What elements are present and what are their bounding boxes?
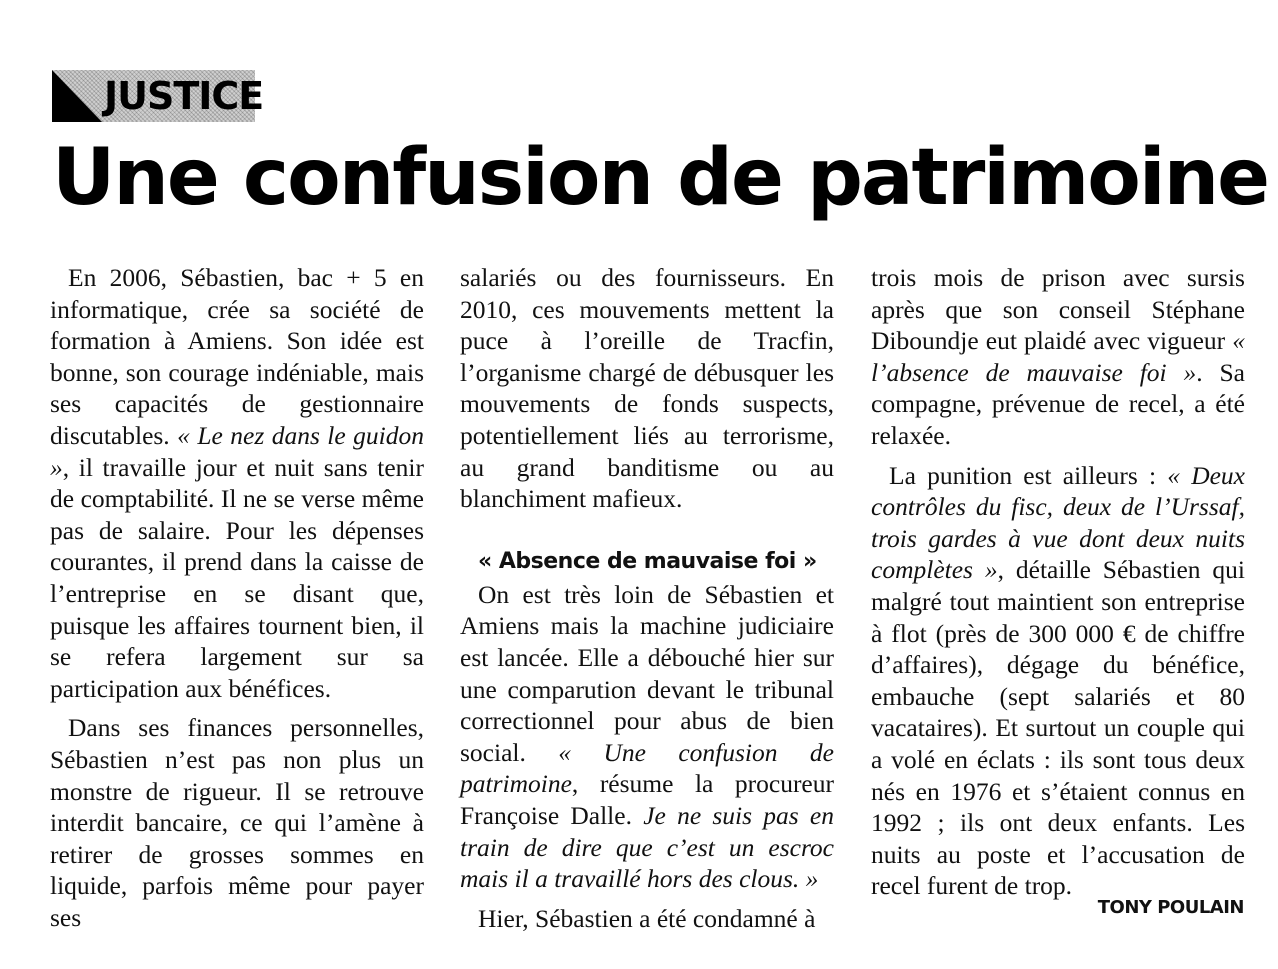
author-byline: TONY POULAIN [1097, 897, 1244, 918]
kicker-triangle-icon [52, 70, 102, 122]
paragraph: Dans ses finances personnelles, Sébastien n’est pas non plus un monstre de rigueur. Il se retrouve interdit bancaire, ce qui l’amène à retirer de grosses sommes en liquide, parfois même pour payer ses [50, 713, 424, 932]
quote: Je ne suis pas en train de dire que c’est un escroc mais il a travaillé hors des clous. » [460, 800, 834, 894]
quote: « Deux contrôles du fisc, deux de l’Urssaf, trois gardes à vue dont deux nuits complètes » [871, 460, 1245, 585]
section-kicker [52, 70, 264, 122]
paragraph: En 2006, Sébastien, bac + 5 en informatique, crée sa société de formation à Amiens. Son idée est bonne, son courage indéniable, mais ses capacités de gestionnaire discutables. « Le nez dans le guidon », il travaille jour et nuit sans tenir de comptabilité. Il ne se verse même pas de salaire. Pour les dépenses courantes, il prend dans la caisse de l’entreprise en se disant que, puisque les affaires tournent bien, il se refera largement sur sa participation aux bénéfices. [50, 263, 424, 703]
article-column-1 [50, 262, 424, 933]
article-column-3 [871, 262, 1245, 902]
paragraph: On est très loin de Sébastien et Amiens mais la machine judiciaire est lancée. Elle a débouché hier sur une comparution devant le tribunal correctionnel pour abus de bien social. « Une confusion de patrimoine, résume la procureur Françoise Dalle. Je ne suis pas en train de dire que c’est un escroc mais il a travaillé hors des clous. » [460, 579, 834, 894]
paragraph: trois mois de prison avec sursis après que son conseil Stéphane Diboundje eut plaidé avec vigueur « l’absence de mauvaise foi ». Sa compagne, prévenue de recel, a été relaxée. [871, 263, 1245, 450]
quote: « Une confusion de patrimoine [460, 737, 834, 799]
quote: « Le nez dans le guidon » [50, 420, 424, 482]
kicker-label: JUSTICE [104, 74, 264, 118]
article-headline: Une confusion de patrimoine [52, 133, 1269, 223]
subheading: « Absence de mauvaise foi » [478, 548, 817, 574]
paragraph: salariés ou des fournisseurs. En 2010, ces mouvements mettent la puce à l’oreille de Tracfin, l’organisme chargé de débusquer les mouvements de fonds suspects, potentiellement liés au terrorisme, au grand banditisme ou au blanchiment mafieux. [460, 263, 834, 514]
paragraph: La punition est ailleurs : « Deux contrôles du fisc, deux de l’Urssaf, trois gardes à vue dont deux nuits complètes », détaille Sébastien qui malgré tout maintient son entreprise à flot (près de 300 000 € de chiffre d’affaires), dégage du bénéfice, embauche (sept salariés et 80 vacataires). Et surtout un couple qui a volé en éclats : ils sont tous deux nés en 1976 et s’étaient connus en 1992 ; ils ont deux enfants. Les nuits au poste et l’accusation de recel furent de trop. [871, 460, 1246, 901]
paragraph: Hier, Sébastien a été condamné à [478, 903, 816, 933]
article-column-2 [460, 262, 834, 934]
quote: « l’absence de mauvaise foi » [871, 326, 1245, 387]
